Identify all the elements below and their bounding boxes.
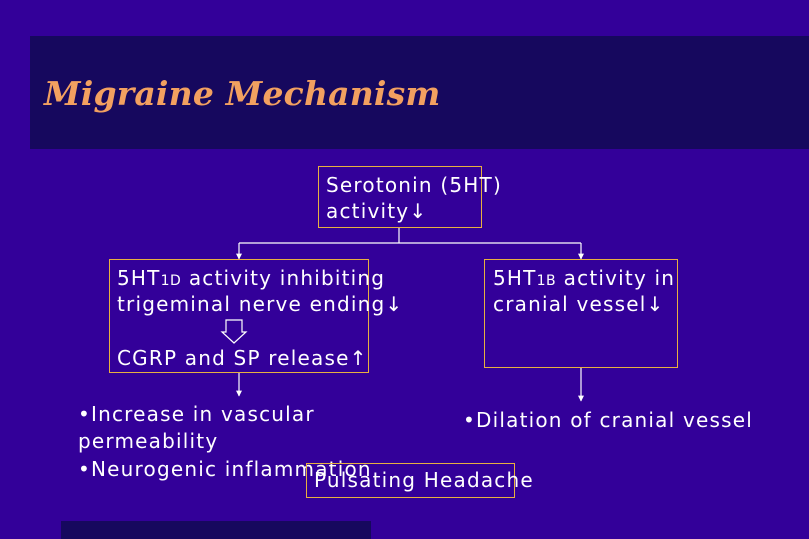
- left-box-line1-rest: activity inhibiting: [181, 266, 386, 290]
- left-box-line3: CGRP and SP release↑: [117, 346, 368, 370]
- left-effect-line2: permeability: [78, 429, 219, 453]
- serotonin-line2: activity↓: [326, 199, 428, 223]
- serotonin-line1: Serotonin (5HT): [326, 173, 502, 197]
- right-box-line1-rest: activity in: [556, 266, 676, 290]
- right-box-line2: cranial vessel↓: [493, 292, 665, 316]
- right-box-receptor-subscript: 1B: [536, 273, 557, 289]
- headache-label: Pulsating Headache: [314, 468, 534, 492]
- left-effect-line1: •Increase in vascular: [78, 402, 315, 426]
- left-box-receptor-subscript: 1D: [160, 273, 182, 289]
- bottom-band: [61, 521, 371, 539]
- right-effect-line1: •Dilation of cranial vessel: [463, 408, 753, 432]
- left-box-receptor: 5HT: [117, 266, 161, 290]
- right-box-receptor: 5HT: [493, 266, 537, 290]
- left-effect-line3: •Neurogenic inflammation: [78, 457, 372, 481]
- slide-title: Migraine Mechanism: [44, 74, 441, 113]
- left-box-line2: trigeminal nerve ending↓: [117, 292, 404, 316]
